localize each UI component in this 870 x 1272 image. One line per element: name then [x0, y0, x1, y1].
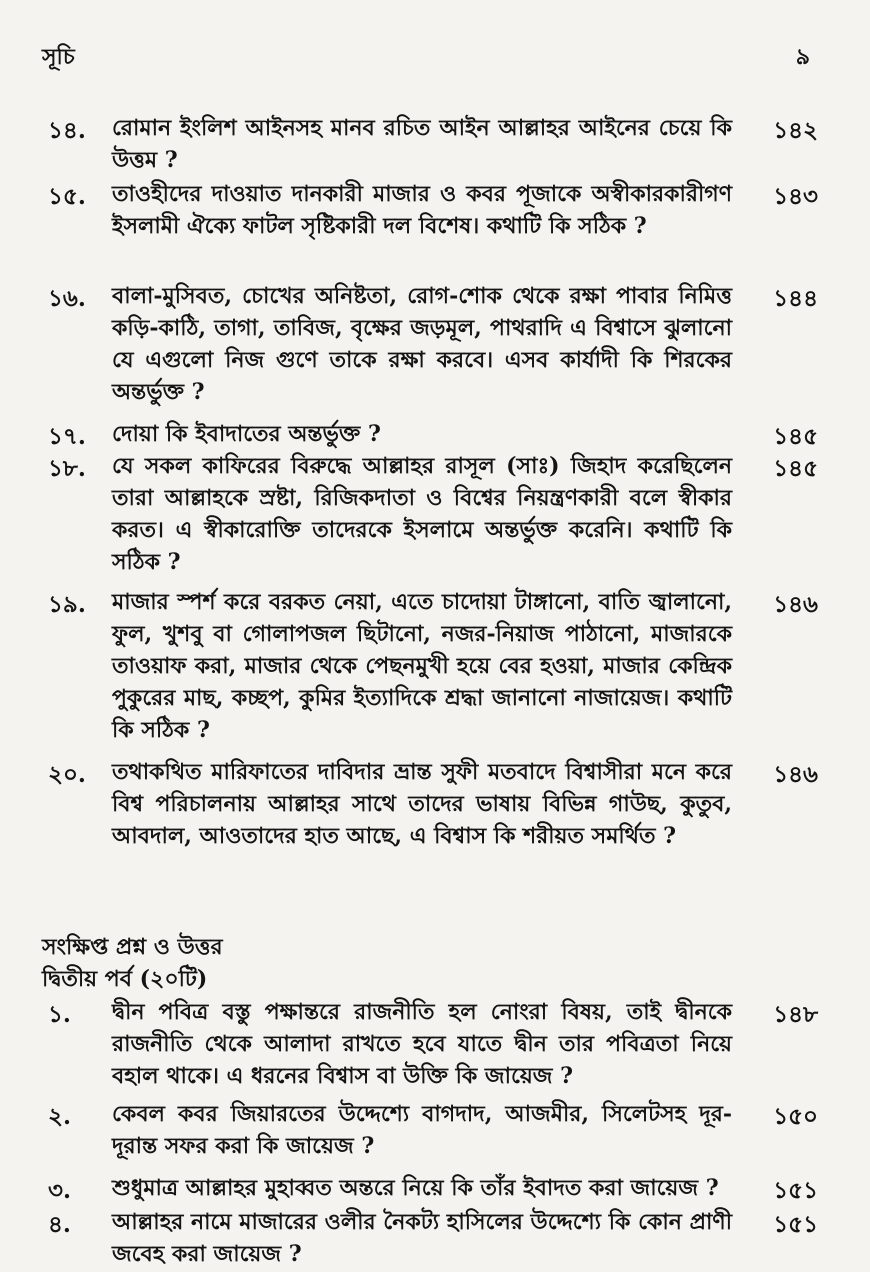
entry-text: মাজার স্পর্শ করে বরকত নেয়া, এতে চাদোয়া টাঙ্গানো, বাতি জ্বালানো, ফুল, খুশবু বা গোলাপজল ছিটানো, নজর-নিয়াজ পাঠানো, মাজারকে তাওয়াফ করা, মাজার থেকে পেছনমুখী হয়ে বের হওয়া, মাজার কেন্দ্রিক পুকুরের মাছ, কচ্ছপ, কুমির ইত্যাদিকে শ্রদ্ধা জানানো নাজায়েজ। কথাটি কি সঠিক ?	[112, 589, 732, 743]
page-title: সূচি	[42, 44, 75, 70]
entry-number: ৩.	[48, 1177, 71, 1204]
entry-page: ১৫০	[773, 1103, 818, 1130]
entry-number: ২.	[48, 1103, 71, 1130]
entry-text: তথাকথিত মারিফাতের দাবিদার ভ্রান্ত সুফী মতবাদে বিশ্বাসীরা মনে করে বিশ্ব পরিচালনায় আল্লাহর সাথে তাদের ভাষায় বিভিন্ন গাউছ, কুতুব, আবদাল, আওতাদের হাত আছে, এ বিশ্বাস কি শরীয়ত সমর্থিত ?	[112, 759, 732, 849]
entry-text: আল্লাহর নামে মাজারের ওলীর নৈকট্য হাসিলের উদ্দেশ্যে কি কোন প্রাণী জবেহ করা জায়েজ ?	[112, 1209, 732, 1267]
entry-number: ১৭.	[48, 423, 86, 450]
entry-number: ১৫.	[48, 183, 86, 210]
page-header	[42, 40, 810, 76]
entry-text: রোমান ইংলিশ আইনসহ মানব রচিত আইন আল্লাহর আইনের চেয়ে কি উত্তম ?	[112, 115, 732, 173]
entry-page: ১৪৪	[773, 285, 818, 312]
entry-page: ১৫১	[773, 1177, 818, 1204]
entry-text: বালা-মুসিবত, চোখের অনিষ্টতা, রোগ-শোক থেকে রক্ষা পাবার নিমিত্ত কড়ি-কাঠি, তাগা, তাবিজ, বৃক্ষের জড়মূল, পাথরাদি এ বিশ্বাসে ঝুলানো যে এগুলো নিজ গুণে তাকে রক্ষা করবে। এসব কার্যাদী কি শিরকের অন্তর্ভুক্ত ?	[112, 283, 732, 405]
entry-text: দোয়া কি ইবাদাতের অন্তর্ভুক্ত ?	[112, 421, 381, 447]
entry-page: ১৪৬	[773, 591, 818, 618]
entry-page: ১৪৫	[773, 423, 818, 450]
entry-page: ১৪৬	[773, 761, 818, 788]
entry-number: ২০.	[48, 761, 86, 788]
entry-text: যে সকল কাফিরের বিরুদ্ধে আল্লাহর রাসূল (সাঃ) জিহাদ করেছিলেন তারা আল্লাহকে স্রষ্টা, রিজিকদাতা ও বিশ্বের নিয়ন্ত্রণকারী বলে স্বীকার করত। এ স্বীকারোক্তি তাদেরকে ইসলামে অন্তর্ভুক্ত করেনি। কথাটি কি সঠিক ?	[112, 453, 732, 575]
entry-page: ১৫১	[773, 1211, 818, 1238]
section-subheading: দ্বিতীয় পর্ব (২০টি)	[42, 966, 208, 992]
entry-page: ১৪৩	[773, 183, 818, 210]
entry-page: ১৪২	[773, 117, 818, 144]
entry-page: ১৪৮	[773, 1001, 818, 1028]
entry-number: ১৯.	[48, 591, 86, 618]
entry-number: ১৬.	[48, 285, 86, 312]
entry-text: কেবল কবর জিয়ারতের উদ্দেশ্যে বাগদাদ, আজমীর, সিলেটসহ দূর-দূরান্ত সফর করা কি জায়েজ ?	[112, 1101, 732, 1159]
page-number: ৯	[795, 44, 810, 70]
entry-number: ১৪.	[48, 117, 86, 144]
entry-text: দ্বীন পবিত্র বস্তু পক্ষান্তরে রাজনীতি হল নোংরা বিষয়, তাই দ্বীনকে রাজনীতি থেকে আলাদা রাখতে হবে যাতে দ্বীন তার পবিত্রতা নিয়ে বহাল থাকে। এ ধরনের বিশ্বাস বা উক্তি কি জায়েজ ?	[112, 999, 732, 1089]
entry-number: ১.	[48, 1001, 71, 1028]
entry-text: তাওহীদের দাওয়াত দানকারী মাজার ও কবর পূজাকে অস্বীকারকারীগণ ইসলামী ঐক্যে ফাটল সৃষ্টিকারী দল বিশেষ। কথাটি কি সঠিক ?	[112, 181, 732, 239]
entry-page: ১৪৫	[773, 455, 818, 482]
entry-text: শুধুমাত্র আল্লাহর মুহাব্বত অন্তরে নিয়ে কি তাঁর ইবাদত করা জায়েজ ?	[112, 1175, 719, 1201]
entry-number: ৪.	[48, 1211, 71, 1238]
section-heading: সংক্ষিপ্ত প্রশ্ন ও উত্তর	[42, 934, 223, 960]
entry-number: ১৮.	[48, 455, 86, 482]
